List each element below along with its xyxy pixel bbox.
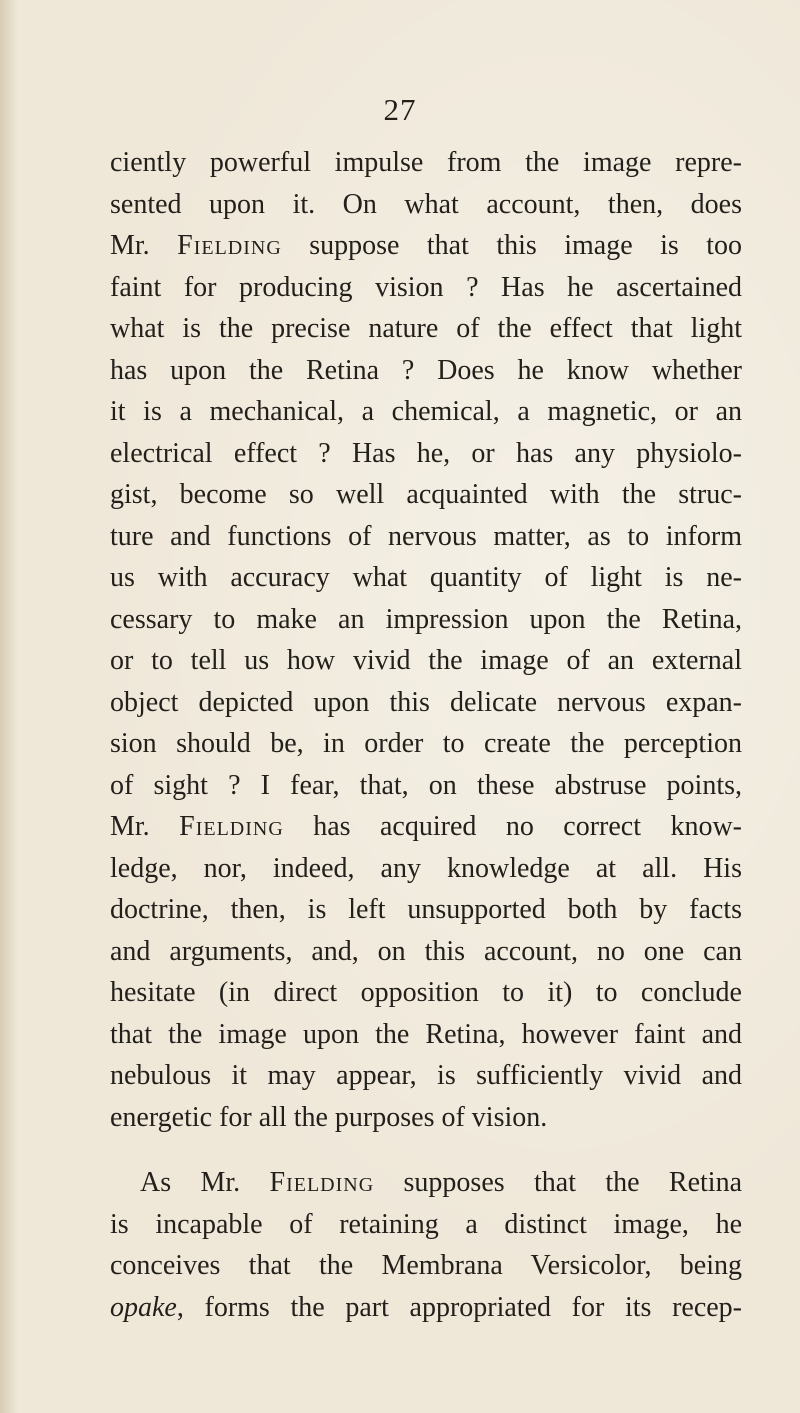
paragraph-1	[110, 142, 742, 1138]
text-fragment: Mr.	[110, 811, 180, 842]
text-line: it is a mechanical, a chemical, a magnetic, or an	[110, 396, 742, 427]
text-line: of sight ? I fear, that, on these abstruse points,	[110, 769, 742, 801]
text-fragment: Mr.	[110, 230, 178, 261]
author-name: Fielding	[179, 811, 284, 842]
text-line: electrical effect ? Has he, or has any physiolo-	[110, 437, 742, 469]
author-name: Fielding	[177, 230, 282, 261]
text-line: us with accuracy what quantity of light is ne-	[110, 562, 742, 593]
text-line: what is the precise nature of the effect that light	[110, 313, 742, 344]
paragraph-gap	[110, 1138, 742, 1162]
text-line: energetic for all the purposes of vision.	[110, 1101, 548, 1133]
text-line: ture and functions of nervous matter, as to inform	[110, 520, 742, 552]
text-line: sented upon it. On what account, then, does	[110, 188, 742, 220]
text-line: ciently powerful impulse from the image repre-	[110, 147, 742, 178]
text-line: gist, become so well acquainted with the struc-	[110, 479, 742, 510]
author-name: Fielding	[269, 1167, 375, 1198]
page-binding-shadow	[0, 0, 18, 1413]
text-line: doctrine, then, is left unsupported both by facts	[110, 894, 742, 925]
text-line: hesitate (in direct opposition to it) to conclude	[110, 977, 742, 1008]
text-line: ledge, nor, indeed, any knowledge at all. His	[110, 852, 742, 884]
italic-word: opake	[110, 1291, 177, 1323]
page-number: 27	[383, 92, 417, 127]
text-fragment: has acquired no correct know-	[283, 811, 742, 842]
text-line	[110, 1287, 742, 1329]
text-fragment: As Mr.	[140, 1167, 270, 1198]
text-line: faint for producing vision ? Has he ascertained	[110, 271, 742, 303]
paragraph-2	[110, 1162, 742, 1328]
body-text	[110, 142, 742, 1328]
text-line: that the image upon the Retina, however faint and	[110, 1018, 742, 1050]
text-line	[110, 1162, 742, 1204]
text-line: has upon the Retina ? Does he know whether	[110, 354, 742, 386]
text-line: conceives that the Membrana Versicolor, being	[110, 1250, 742, 1281]
text-line: is incapable of retaining a distinct image, he	[110, 1208, 742, 1240]
text-fragment: supposes that the Retina	[374, 1167, 742, 1198]
text-line: sion should be, in order to create the perception	[110, 728, 742, 759]
text-line: nebulous it may appear, is sufficiently vivid and	[110, 1060, 742, 1091]
text-line	[110, 225, 742, 267]
text-line	[110, 806, 742, 848]
text-fragment: , forms the part appropriated for its recep-	[176, 1291, 742, 1323]
text-fragment: suppose that this image is too	[281, 230, 742, 261]
text-line: cessary to make an impression upon the Retina,	[110, 603, 742, 635]
text-line: object depicted upon this delicate nervous expan-	[110, 686, 742, 718]
text-line: or to tell us how vivid the image of an external	[110, 645, 742, 676]
text-line: and arguments, and, on this account, no one can	[110, 935, 742, 967]
